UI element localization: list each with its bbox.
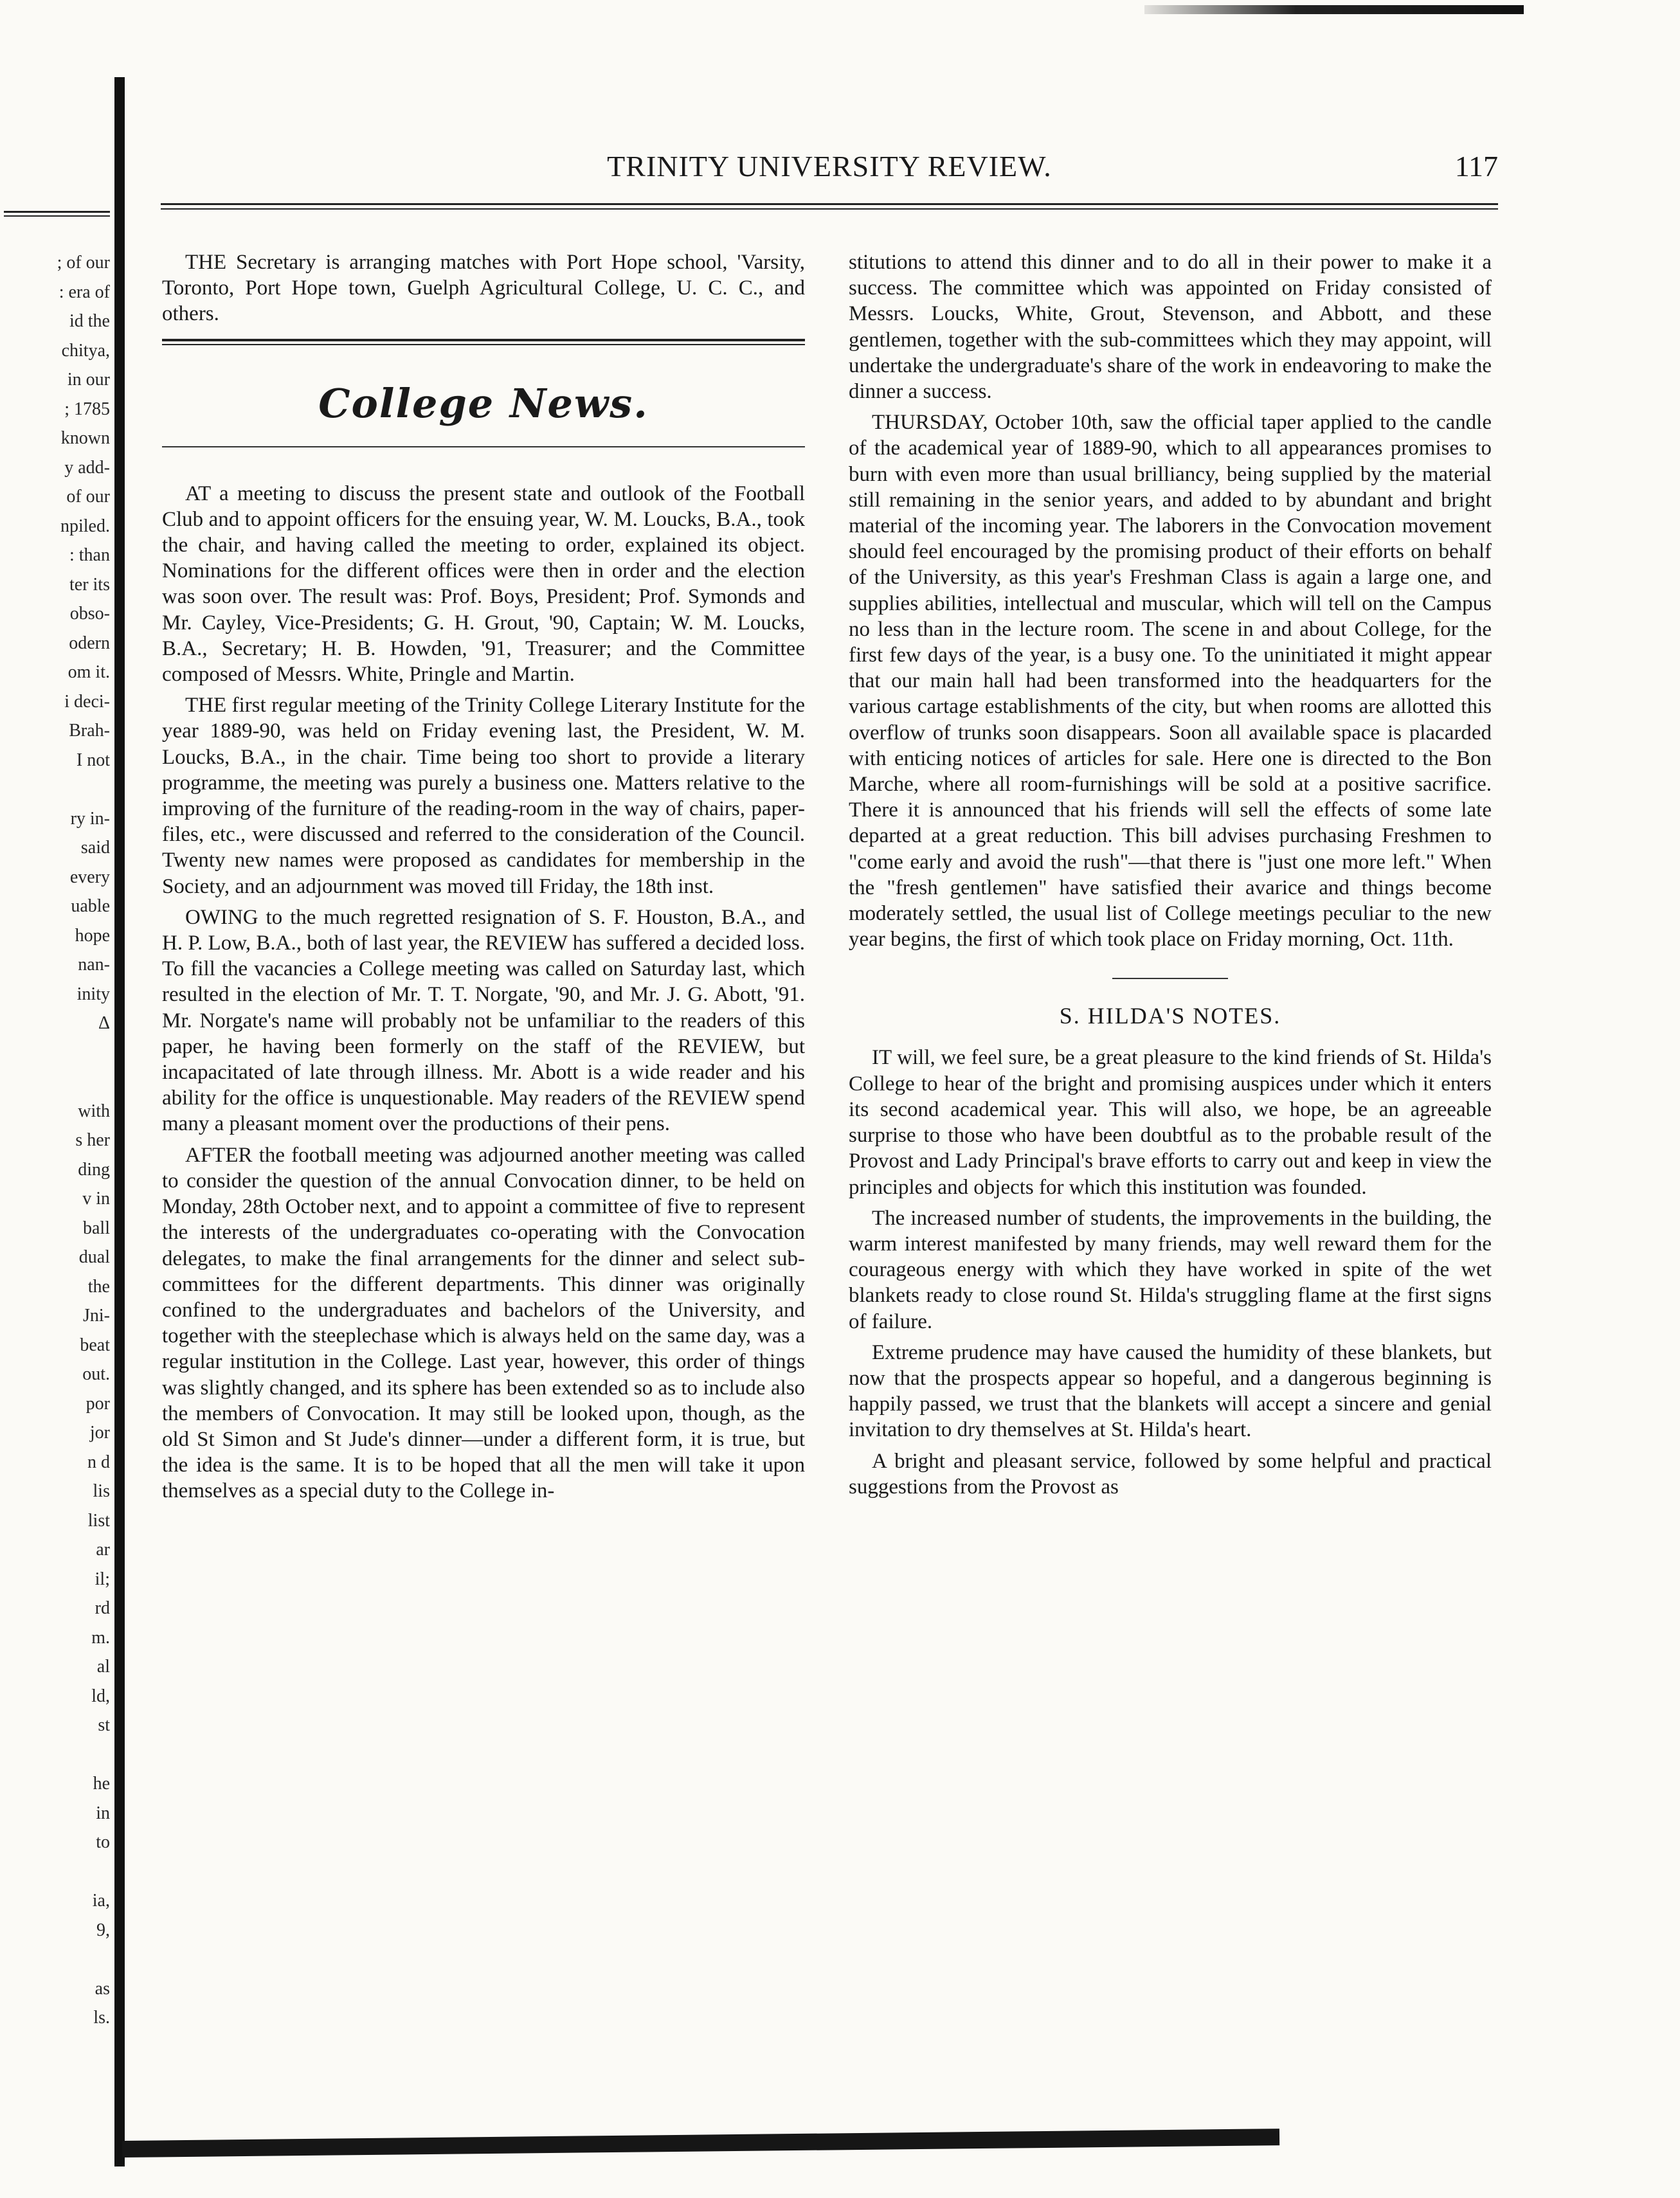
adjacent-page-fragment: m. [91,1627,110,1648]
adjacent-page-fragment: Brah- [69,721,110,741]
article-paragraph: Extreme prudence may have caused the humidity of these blankets, but now that the prospects appear so hopeful, and a dangerous beginning is happily passed, we trust that the blankets will accept a sincere and genial invitation to dry themselves at St. Hilda's heart. [849,1340,1492,1442]
article-paragraph: IT will, we feel sure, be a great pleasure to the kind friends of St. Hilda's College to hear of the bright and promising auspices under which it enters its second academical year. This will also, we hope, be an agreeable surprise to those who have been doubtful as to the probable result of the Provost and Lady Principal's brave efforts to carry out and keep in view the principles and objects for which this institution was founded. [849,1046,1492,1199]
article-paragraph: THURSDAY, October 10th, saw the official taper applied to the candle of the academical year of 1889-90, which to all appearances promises to burn with even more than usual brilliancy, being supplied by the material still remaining in the senior years, and added to by abundant and bright material of the incoming year. The laborers in the Convocation movement should feel encouraged by the promising product of their efforts on behalf of the University, as this year's Freshman Class is again a large one, and supplies abilities, intellectual and muscular, which will tell on the Campus no less than in the lecture room. The scene in and about College, for the first few days of the year, is a busy one. To the uninitiated it might appear that our main hall had been transformed into the headquarters for the various cartage establishments of the city, but when rooms are allotted this overflow of trunks soon disappears. Soon all available space is placarded with enticing notices of articles for sale. Here one is directed to the Bon Marche, where all room-furnishings will be sold at a positive sacrifice. There it is announced that his friends will sell the effects of some late departed at a great reduction. This bill advises purchasing Freshmen to "come early and avoid the rush"—that there is "just one more left." When the "fresh gentlemen" have satisfied their avarice and things become moderately settled, the usual list of College meetings peculiar to the new year begins, the first of which took place on Friday morning, Oct. 11th. [849,411,1492,951]
adjacent-page-fragment: said [80,838,110,858]
bottom-scan-bar [122,2129,1279,2157]
adjacent-page-fragment: hope [75,925,110,946]
adjacent-page-fragment: ball [83,1218,110,1238]
adjacent-page-fragment: dual [78,1247,110,1267]
adjacent-page-fragment: s her [75,1130,110,1150]
adjacent-page-fragment: npiled. [60,516,110,536]
article-paragraph: THE first regular meeting of the Trinity College Literary Institute for the year 1889-90, was held on Friday evening last, the President, W. M. Loucks, B.A., in the chair. Time being too short to provide a literary programme, the meeting was purely a business one. Matters relative to the improving of the furniture of the reading-room in the way of chairs, paper-files, etc., were discussed and referred to the consideration of the Council. Twenty new names were proposed as candidates for membership in the Society, and an adjournment was moved till Friday, the 18th inst. [162,694,805,898]
adjacent-page-fragment: Jni- [83,1306,110,1326]
adjacent-page-fragment: om it. [68,662,110,682]
article-paragraph: OWING to the much regretted resignation of S. F. Houston, B.A., and H. P. Low, B.A., both of last year, the REVIEW has suffered a decided loss. To fill the vacancies a College meeting was called on Saturday last, which resulted in the election of Mr. T. T. Norgate, '90, and Mr. J. G. Abott, '91. Mr. Norgate's name will probably not be unfamiliar to the readers of this paper, he having been formerly on the staff of the REVIEW, but incapacitated of late through illness. Mr. Abott is a wide reader and his ability for the office is unquestionable. May readers of the REVIEW spend many a pleasant moment over the productions of their pens. [162,905,805,1136]
adjacent-page-fragment: nan- [78,955,110,975]
adjacent-page-fragment: jor [89,1423,110,1443]
adjacent-page-fragment: ter its [69,574,110,595]
adjacent-page-fragment: y add- [64,457,110,478]
article-paragraph: AFTER the football meeting was adjourned another meeting was called to consider the question of the annual Convocation dinner, to be held on Monday, 28th October next, and to appoint a committee of five to represent the interests of the undergraduates co-operating with the Convocation delegates, to make the final arrangements for the dinner and select sub-committees for the different departments. This dinner was originally confined to the undergraduates and bachelors of the University, and together with the steeplechase which is always held on the same day, was a regular institution in the College. Last year, however, this order of things was slightly changed, and its sphere has been extended so as to include also the members of Convocation. It may still be looked upon, though, as the old St Simon and St Jude's dinner—under a different form, it is true, but the idea is the same. It is to be hoped that all the men will take it upon themselves as a special duty to the College in- [162,1143,805,1503]
article-paragraph: stitutions to attend this dinner and to do all in their power to make it a success. The committee which was appointed on Friday consisted of Messrs. Loucks, White, Grout, Stevenson, and Abbott, and these gentlemen, together with the sub-committees which they may appoint, will undertake the undergraduate's share of the work in endeavoring to make the dinner a success. [849,251,1492,404]
adjacent-page-fragment: he [93,1774,110,1794]
adjacent-page-fragment: ar [96,1540,110,1560]
adjacent-page-fragment: lis [93,1481,110,1501]
adjacent-page-fragment: Δ [98,1013,110,1033]
binding-shadow [114,77,125,2166]
adjacent-page-fragment: 9, [96,1920,110,1940]
adjacent-page-fragment: ls. [93,2008,110,2028]
journal-title: TRINITY UNIVERSITY REVIEW. [607,150,1052,183]
adjacent-page-fragment: por [86,1393,110,1414]
adjacent-page-fragment: ld, [91,1686,110,1706]
adjacent-page-fragment: out. [82,1364,110,1384]
adjacent-page-fragment: ry in- [70,808,110,829]
adjacent-page-fragment: I not [76,750,110,770]
adjacent-page-fragment: rd [95,1598,110,1618]
adjacent-page-fragment: in [96,1803,110,1823]
left-column [162,249,805,1504]
adjacent-page-fragment: with [78,1101,110,1121]
adjacent-page-fragment: : era of [59,282,110,302]
adjacent-page-fragment: of our [66,487,110,507]
article-paragraph: A bright and pleasant service, followed by some helpful and practical suggestions from the Provost as [849,1449,1492,1499]
section-title-rule [162,446,805,447]
intro-paragraph: THE Secretary is arranging matches with Port Hope school, 'Varsity, Toronto, Port Hope town, Guelph Agricultural College, U. C. C., and others. [162,251,805,326]
adjacent-page-fragment: to [96,1832,110,1852]
adjacent-page-fragment: ding [78,1159,110,1180]
adjacent-page-fragment: the [87,1276,110,1297]
adjacent-page-fragment: st [98,1715,110,1735]
adjacent-page-fragment: list [87,1510,110,1531]
article-paragraph: AT a meeting to discuss the present state and outlook of the Football Club and to appoint officers for the ensuing year, W. M. Loucks, B.A., took the chair, and having called the meeting to order, explained its object. Nominations for the different offices were then in order and the election was soon over. The result was: Prof. Boys, President; Prof. Symonds and Mr. Cayley, Vice-Presidents; G. H. Grout, '90, Captain; W. M. Loucks, B.A., Secretary; H. B. Howden, '91, Treasurer; and the Committee composed of Messrs. White, Pringle and Martin. [162,482,805,687]
adjacent-page-fragment: v in [82,1189,110,1209]
separator-rule [1112,978,1228,979]
adjacent-page-fragment: ; of our [57,253,110,273]
adjacent-page-fragment: odern [69,633,110,653]
header-rule [161,203,1498,210]
adjacent-page-fragment: uable [71,896,110,916]
page-number: 117 [1454,150,1498,183]
adjacent-page-fragment: ; 1785 [64,399,110,419]
adjacent-page-fragment: al [96,1657,110,1677]
adjacent-page-fragment: in our [67,370,110,390]
section-rule [162,339,805,345]
adjacent-page-rule [4,211,110,217]
right-column [849,249,1492,1500]
adjacent-page-fragment: n d [87,1452,110,1472]
adjacent-page-fragment: i deci- [64,691,110,712]
adjacent-page-fragment: beat [80,1335,110,1355]
adjacent-page-fragment: known [60,428,110,448]
adjacent-page-fragment: id the [69,311,110,331]
adjacent-page-fragment: as [95,1978,110,1999]
running-header [161,149,1498,201]
adjacent-page-fragment: il; [95,1569,110,1589]
subsection-title: S. HILDA'S NOTES. [1059,1003,1281,1029]
scan-streak [1144,5,1524,14]
adjacent-page-fragment: inity [77,984,110,1004]
adjacent-page-fragment: every [69,867,110,887]
adjacent-page-fragment: obso- [69,604,110,624]
section-title: College News. [318,379,649,427]
adjacent-page-fragment: : than [69,545,110,565]
adjacent-page-fragment: chitya, [61,340,110,361]
article-paragraph: The increased number of students, the improvements in the building, the warm interest manifested by many friends, may well reward them for the courageous energy with which they have worked in spite of the wet blankets ready to close round St. Hilda's struggling flame at the first signs of failure. [849,1206,1492,1333]
adjacent-page-fragment: ia, [92,1891,110,1911]
adjacent-page-fragments [0,0,113,2198]
